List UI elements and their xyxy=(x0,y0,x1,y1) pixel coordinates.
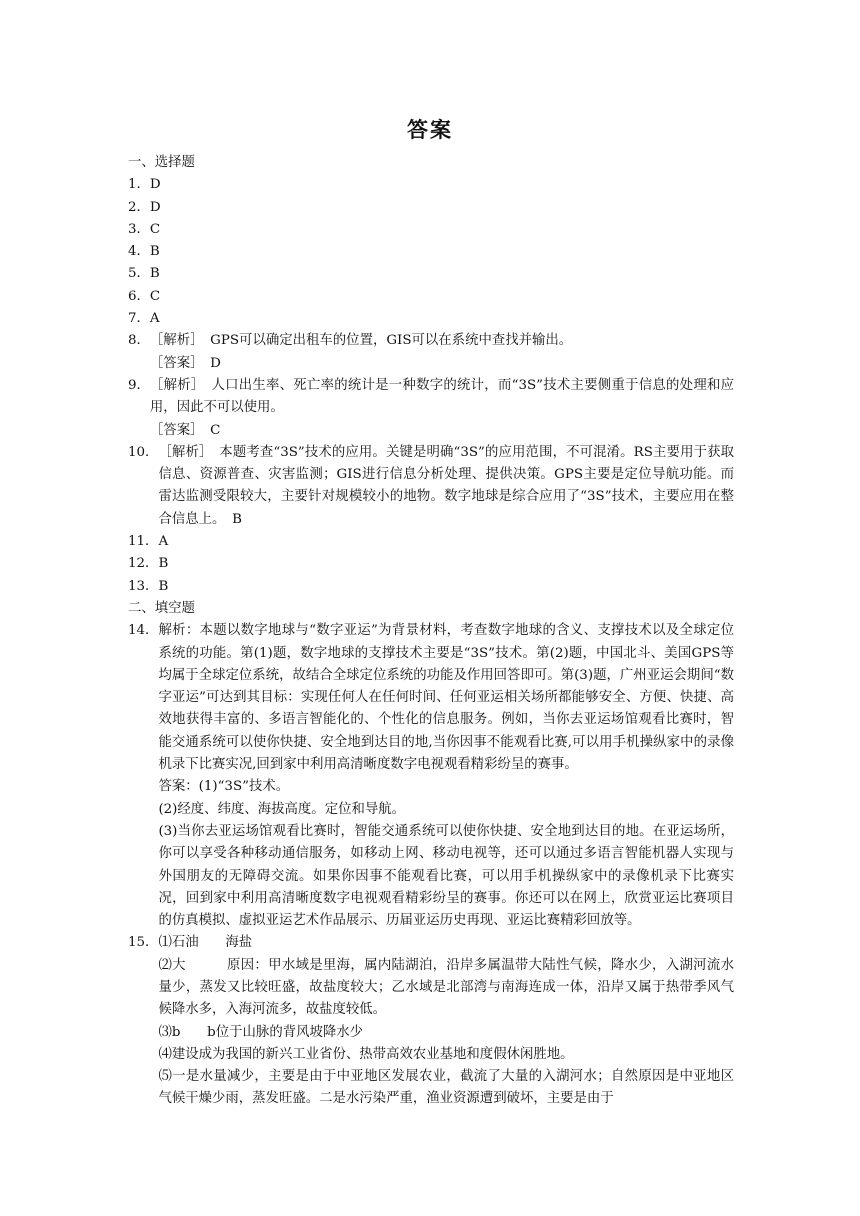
item-number: 15． xyxy=(128,935,159,951)
item-answer: D xyxy=(149,177,161,193)
answer-item-3 xyxy=(128,219,734,241)
item-number: 7． xyxy=(128,311,150,327)
item-analysis: ［解析］ 人口出生率、死亡率的统计是一种数字的统计，而“3S”技术主要侧重于信息的处理和应用，因此不可以使用。 xyxy=(149,377,734,416)
item-number: 4． xyxy=(128,244,150,260)
answer-body xyxy=(128,152,734,1111)
item-number: 2． xyxy=(128,199,150,215)
answer-item-5 xyxy=(128,263,734,285)
item-answer: ［答案］ D xyxy=(149,355,221,371)
item-answer-2: ⑵大 原因：甲水域是里海，属内陆湖泊，沿岸多属温带大陆性气候，降水少，入湖河流水量少，蒸发又比较旺盛，故盐度较大；乙水域是北部湾与南海连成一体，沿岸又属于热带季风气候降水多，入海河流多，故盐度较低。 xyxy=(158,957,734,1018)
answer-item-15 xyxy=(128,932,734,1110)
answer-item-12 xyxy=(128,553,734,575)
item-number: 3． xyxy=(128,221,150,237)
item-number: 12． xyxy=(128,556,159,572)
item-answer-4: ⑷建设成为我国的新兴工业省份、热带高效农业基地和度假休闲胜地。 xyxy=(158,1046,574,1062)
item-answer-5: ⑸一是水量减少，主要是由于中亚地区发展农业，截流了大量的入湖河水；自然原因是中亚地区气候干燥少雨，蒸发旺盛。二是水污染严重，渔业资源遭到破坏，主要是由于 xyxy=(158,1069,734,1107)
item-number: 10． xyxy=(128,444,159,460)
item-answer: C xyxy=(149,288,161,304)
section-heading-choice: 一、选择题 xyxy=(128,155,195,170)
item-number: 13． xyxy=(128,578,159,594)
item-number: 8． xyxy=(128,333,150,349)
item-number: 14． xyxy=(128,623,159,639)
item-answer: B xyxy=(158,578,169,594)
answer-item-8 xyxy=(128,330,734,375)
item-answer: D xyxy=(149,199,161,215)
answer-item-11 xyxy=(128,531,734,553)
item-answer-3: (3)当你去亚运场馆观看比赛时，智能交通系统可以使你快捷、安全地到达目的地。在亚运场所，你可以享受各种移动通信服务，如移动上网、移动电视等，还可以通过多语言智能机器人实现与外国朋友的无障碍交流。如果你因事不能观看比赛，可以用手机操纵家中的录像机录下比赛实况，回到家中利用高清晰度数字电视观看精彩纷呈的赛事。你还可以在网上，欣赏亚运比赛项目的仿真模拟、虚拟亚运艺术作品展示、历届亚运历史再现、亚运比赛精彩回放等。 xyxy=(158,823,734,929)
item-answer: A xyxy=(149,311,160,327)
item-answer-3: ⑶b b位于山脉的背风坡降水少 xyxy=(158,1024,364,1040)
item-answer: B xyxy=(149,244,160,260)
item-answer-1: ⑴石油 海盐 xyxy=(158,935,253,951)
item-number: 1． xyxy=(128,177,150,193)
item-number: 9． xyxy=(128,377,150,393)
item-answer: B xyxy=(158,556,169,572)
item-number: 5． xyxy=(128,266,150,282)
answer-item-10 xyxy=(128,442,734,531)
item-analysis: 解析：本题以数字地球与“数字亚运”为背景材料，考查数字地球的含义、支撑技术以及全球定位系统的功能。第(1)题，数字地球的支撑技术主要是“3S”技术。第(2)题，中国北斗、美国GPS等均属于全球定位系统，故结合全球定位系统的功能及作用回答即可。第(3)题，广州亚运会期间“数字亚运”可达到其目标：实现任何人在任何时间、任何亚运相关场所都能够安全、方便、快捷、高效地获得丰富的、多语言智能化的、个性化的信息服务。例如，当你去亚运场馆观看比赛时，智能交通系统可以使你快捷、安全地到达目的地,当你因事不能观看比赛,可以用手机操纵家中的录像机录下比赛实况,回到家中利用高清晰度数字电视观看精彩纷呈的赛事。 xyxy=(158,623,734,773)
item-number: 11． xyxy=(128,534,159,550)
item-answer: A xyxy=(158,534,169,550)
answer-item-6 xyxy=(128,286,734,308)
answer-item-13 xyxy=(128,576,734,598)
item-answer-2: (2)经度、纬度、海拔高度。定位和导航。 xyxy=(158,801,406,817)
answer-item-7 xyxy=(128,308,734,330)
page-title: 答案 xyxy=(407,118,453,142)
answer-item-9 xyxy=(128,375,734,442)
item-number: 6． xyxy=(128,288,150,304)
answer-item-4 xyxy=(128,241,734,263)
item-answer: B xyxy=(149,266,160,282)
item-analysis: ［解析］ 本题考查“3S”技术的应用。关键是明确“3S”的应用范围，不可混淆。RS主要用于获取信息、资源普查、灾害监测；GIS进行信息分析处理、提供决策。GPS主要是定位导航功能。而雷达监测受限较大，主要针对规模较小的地物。数字地球是综合应用了“3S”技术，主要应用在整合信息上。 B xyxy=(158,444,734,527)
section-heading-fill: 二、填空题 xyxy=(128,600,195,616)
item-answer-1: 答案：(1)“3S”技术。 xyxy=(158,779,290,795)
answer-item-14 xyxy=(128,620,734,932)
item-analysis: ［解析］ GPS可以确定出租车的位置，GIS可以在系统中查找并输出。 xyxy=(149,333,573,349)
answer-item-1 xyxy=(128,174,734,196)
answer-item-2 xyxy=(128,197,734,219)
item-answer: C xyxy=(149,221,161,237)
item-answer: ［答案］ C xyxy=(149,422,221,438)
